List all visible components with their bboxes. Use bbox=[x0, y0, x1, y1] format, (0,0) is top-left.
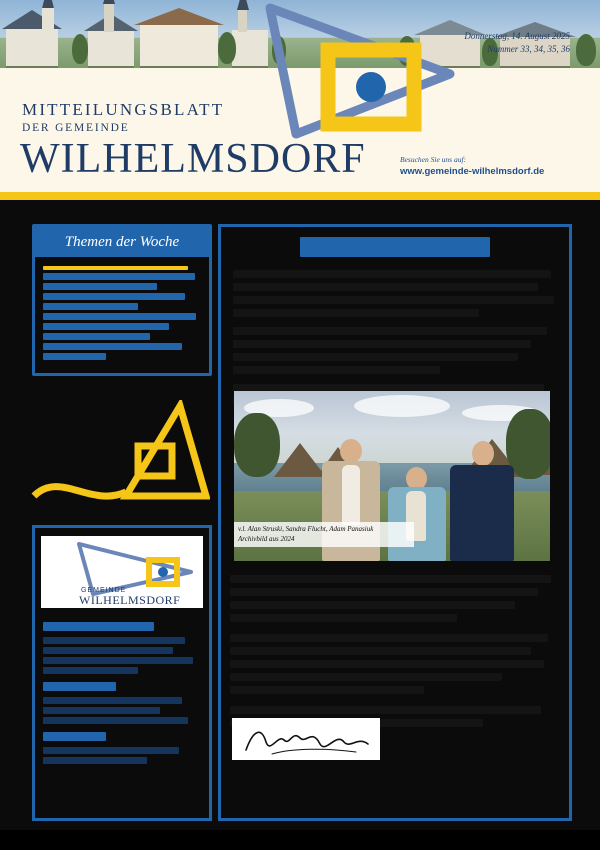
page-body bbox=[0, 200, 600, 850]
svg-text:WILHELMSDORF: WILHELMSDORF bbox=[79, 593, 181, 607]
gemeinde-logo-small bbox=[41, 536, 203, 608]
photo-caption bbox=[234, 522, 414, 547]
municipality-logo bbox=[200, 2, 460, 152]
photo-caption-line1: v.l. Alan Struski, Sandra Flucht, Adam Panasiuk bbox=[238, 525, 374, 534]
signature-icon bbox=[232, 718, 380, 760]
page-title: WILHELMSDORF bbox=[20, 136, 366, 182]
list-item[interactable] bbox=[43, 273, 201, 290]
list-item[interactable] bbox=[43, 333, 201, 340]
svg-text:GEMEINDE: GEMEINDE bbox=[81, 587, 127, 594]
paragraph bbox=[230, 634, 554, 694]
page-footer bbox=[0, 830, 600, 850]
masthead bbox=[0, 0, 600, 200]
publication-line-2: DER GEMEINDE bbox=[22, 122, 130, 134]
paragraph bbox=[233, 270, 557, 317]
info-section bbox=[43, 682, 201, 724]
themen-der-woche-box bbox=[32, 224, 212, 376]
person-right bbox=[446, 439, 518, 561]
paragraph bbox=[233, 327, 557, 374]
list-item[interactable] bbox=[43, 343, 201, 360]
issue-date: Donnerstag, 14. August 2025 bbox=[464, 31, 570, 41]
issue-date-block bbox=[464, 30, 570, 55]
paragraph bbox=[230, 575, 554, 622]
issue-number: Nummer 33, 34, 35, 36 bbox=[487, 43, 570, 54]
cloud-shape bbox=[354, 395, 450, 417]
masthead-yellow-rule bbox=[0, 192, 600, 200]
themen-der-woche-heading: Themen der Woche bbox=[35, 227, 209, 257]
photo-caption-line2: Archivbild aus 2024 bbox=[238, 534, 295, 543]
website-link[interactable]: www.gemeinde-wilhelmsdorf.de bbox=[400, 166, 545, 177]
list-divider bbox=[43, 266, 188, 270]
article-headline bbox=[300, 237, 490, 257]
gemeinde-info-box bbox=[32, 525, 212, 821]
signature-block bbox=[232, 718, 380, 760]
article-body-lower bbox=[230, 570, 554, 732]
article-body bbox=[221, 257, 569, 405]
article-photo bbox=[234, 391, 550, 561]
list-item[interactable] bbox=[43, 313, 201, 330]
info-section bbox=[43, 732, 201, 764]
list-item[interactable] bbox=[43, 293, 201, 310]
publication-line-1: MITTEILUNGSBLATT bbox=[22, 100, 225, 119]
tree-shape bbox=[234, 413, 280, 477]
visit-label: Besuchen Sie uns auf: bbox=[400, 155, 467, 164]
sail-decoration bbox=[30, 400, 210, 510]
gemeinde-info-sections bbox=[35, 608, 209, 773]
website-block[interactable] bbox=[400, 155, 570, 177]
themen-der-woche-list bbox=[35, 257, 209, 373]
info-section bbox=[43, 622, 201, 674]
